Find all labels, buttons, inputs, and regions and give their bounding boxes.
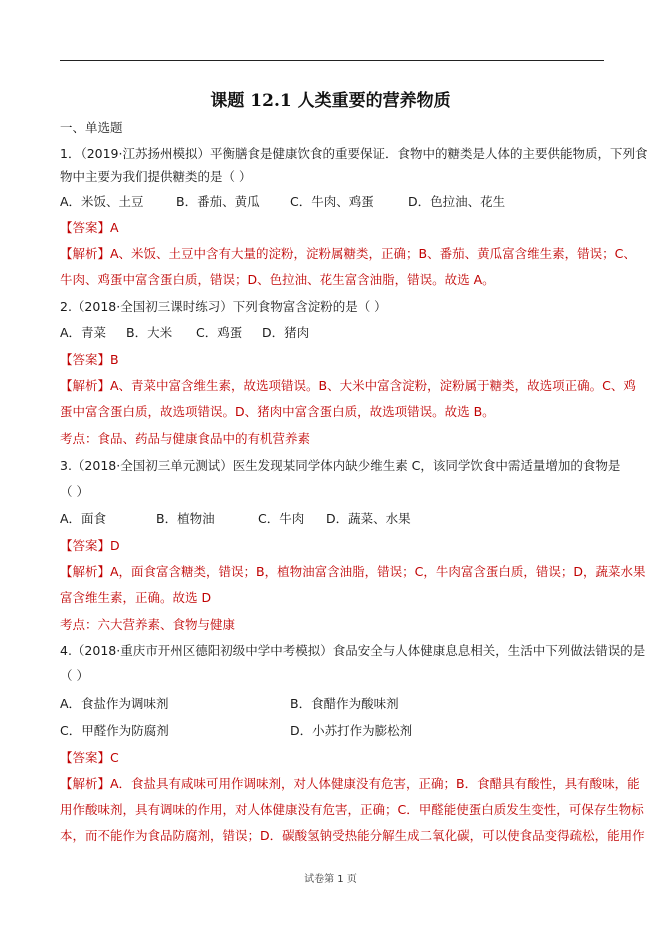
question-1-option-a: A．米饭、土豆: [60, 194, 144, 209]
question-2-kaodian: 考点：食品、药品与健康食品中的有机营养素: [60, 431, 311, 446]
question-4-analysis-line-1: 【解析】A．食盐具有咸味可用作调味剂，对人体健康没有危害，正确；B．食醋具有酸性，具有酸味，能: [60, 776, 640, 791]
question-3-option-d: D．蔬菜、水果: [326, 511, 411, 526]
question-4-stem-line-2: （ ）: [60, 668, 89, 683]
question-2-answer: 【答案】B: [60, 352, 119, 367]
question-2-stem-line-1: 2.（2018·全国初三课时练习）下列食物富含淀粉的是（ ）: [60, 299, 387, 314]
header-rule: [60, 60, 604, 61]
question-4-option-c: C．甲醛作为防腐剂: [60, 723, 169, 738]
page-title: 课题 12.1 人类重要的营养物质: [210, 91, 451, 111]
question-3-option-c: C．牛肉: [258, 511, 305, 526]
question-1-answer: 【答案】A: [60, 220, 119, 235]
question-4-stem-line-1: 4.（2018·重庆市开州区德阳初级中学中考模拟）食品安全与人体健康息息相关，生活中下列做法错误的是: [60, 643, 646, 658]
question-3-option-a: A．面食: [60, 511, 107, 526]
question-3-kaodian: 考点：六大营养素、食物与健康: [60, 617, 236, 632]
question-1-stem-line-1: 1．（2019·江苏扬州模拟）平衡膳食是健康饮食的重要保证．食物中的糖类是人体的主要供能物质，下列食: [60, 146, 648, 161]
page-footer: 试卷第 1 页: [304, 874, 357, 885]
question-2-option-a: A．青菜: [60, 325, 107, 340]
question-3-stem-line-2: （ ）: [60, 484, 89, 499]
question-2-option-d: D．猪肉: [262, 325, 310, 340]
question-3-stem-line-1: 3.（2018·全国初三单元测试）医生发现某同学体内缺少维生素 C，该同学饮食中需适量增加的食物是: [60, 458, 621, 473]
question-4-option-a: A．食盐作为调味剂: [60, 696, 169, 711]
question-4-option-b: B．食醋作为酸味剂: [290, 696, 399, 711]
question-3-answer: 【答案】D: [60, 538, 120, 553]
question-3-option-b: B．植物油: [156, 511, 215, 526]
question-3-analysis-line-2: 富含维生素，正确。故选 D: [60, 590, 212, 605]
question-2-option-b: B．大米: [126, 325, 173, 340]
question-4-answer: 【答案】C: [60, 750, 119, 765]
question-4-option-d: D．小苏打作为膨松剂: [290, 723, 413, 738]
question-1-analysis-line-2: 牛肉、鸡蛋中富含蛋白质，错误；D、色拉油、花生富含油脂，错误。故选 A。: [60, 272, 495, 287]
question-1-analysis-line-1: 【解析】A、米饭、土豆中含有大量的淀粉，淀粉属糖类，正确；B、番茄、黄瓜富含维生素，错误；C、: [60, 246, 636, 261]
question-3-analysis-line-1: 【解析】A，面食富含糖类，错误；B，植物油富含油脂，错误；C，牛肉富含蛋白质，错误；D，蔬菜水果: [60, 564, 646, 579]
question-1-stem-line-2: 物中主要为我们提供糖类的是（ ）: [60, 169, 252, 184]
question-4-analysis-line-2: 用作酸味剂，具有调味的作用，对人体健康没有危害，正确；C．甲醛能使蛋白质发生变性，可保存生物标: [60, 802, 644, 817]
question-1-option-d: D．色拉油、花生: [408, 194, 506, 209]
question-2-analysis-line-2: 蛋中富含蛋白质，故选项错误。D、猪肉中富含蛋白质，故选项错误。故选 B。: [60, 404, 495, 419]
question-1-option-c: C．牛肉、鸡蛋: [290, 194, 374, 209]
section-heading: 一、单选题: [60, 120, 123, 135]
question-2-analysis-line-1: 【解析】A、青菜中富含维生素，故选项错误。B、大米中富含淀粉，淀粉属于糖类，故选项正确。C、鸡: [60, 378, 636, 393]
question-4-analysis-line-3: 本，而不能作为食品防腐剂，错误；D．碳酸氢钠受热能分解生成二氧化碳，可以使食品变得疏松，能用作: [60, 828, 645, 843]
question-1-option-b: B．番茄、黄瓜: [176, 194, 260, 209]
question-2-option-c: C．鸡蛋: [196, 325, 243, 340]
